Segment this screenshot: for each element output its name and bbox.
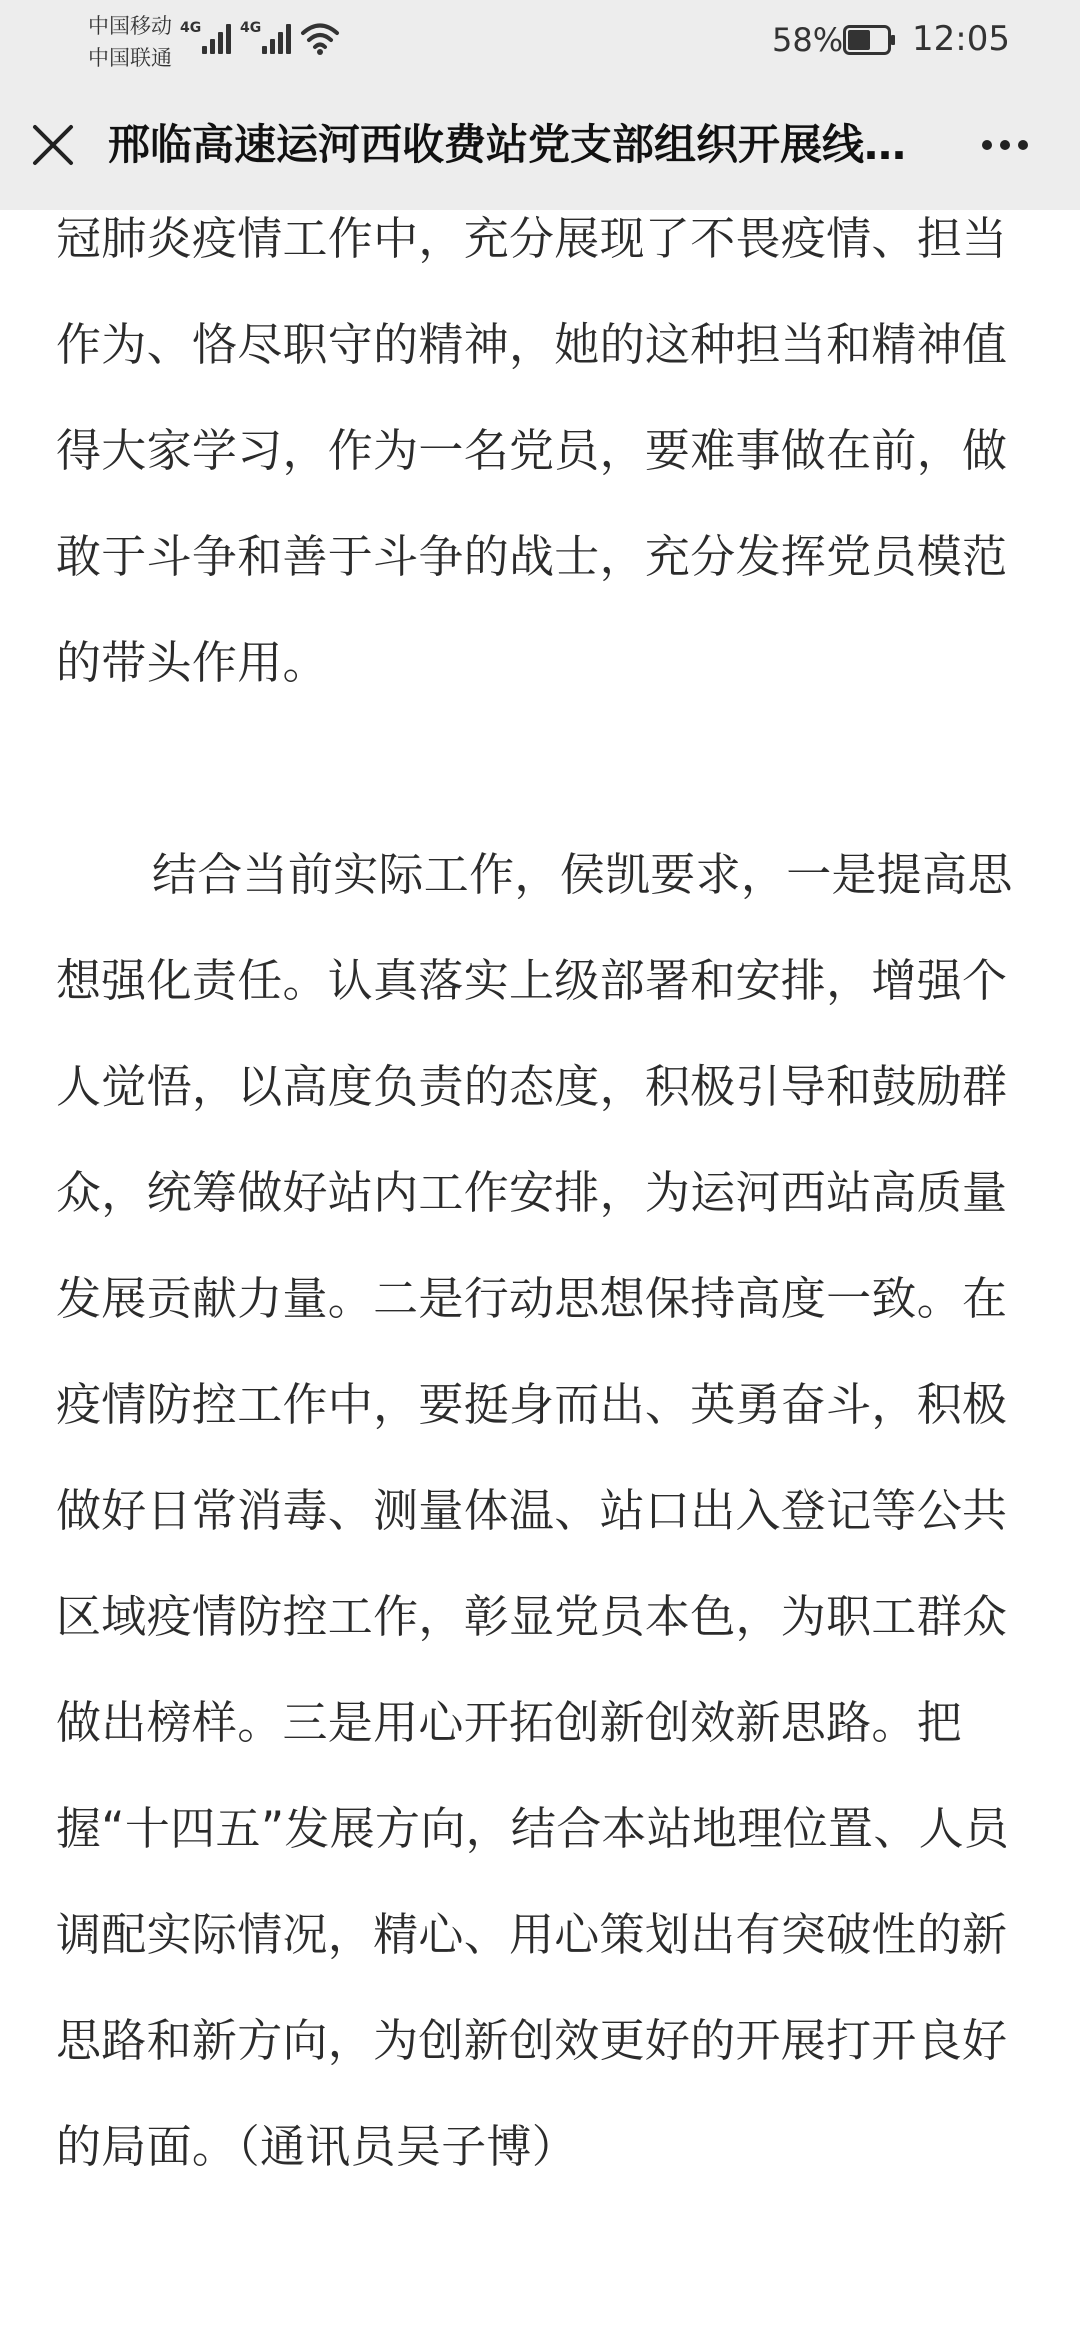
article-paragraph-2: 结合当前实际工作，侯凯要求，一是提高思想强化责任。认真落实上级部署和安排，增强个人觉悟，以高度负责的态度，积极引导和鼓励群众，统筹做好站内工作安排，为运河西站高质量发展贡献力量。二是行动思想保持高度一致。在疫情防控工作中，要挺身而出、英勇奋斗，积极做好日常消毒、测量体温、站口出入登记等公共区域疫情防控工作，彰显党员本色，为职工群众做出榜样。三是用心开拓创新创效新思路。把握“十四五”发展方向，结合本站地理位置、人员调配实际情况，精心、用心策划出有突破性的新思路和新方向，为创新创效更好的开展打开良好的局面。（通讯员吴子博）	[56, 848, 1013, 2173]
article-paragraph-1: 冠肺炎疫情工作中，充分展现了不畏疫情、担当作为、恪尽职守的精神，她的这种担当和精神值得大家学习，作为一名党员，要难事做在前，做敢于斗争和善于斗争的战士，充分发挥党员模范的带头作用。	[56, 212, 1008, 689]
paragraph-spacer	[56, 716, 1026, 822]
clock: 12:05	[912, 19, 1010, 59]
carrier-1-label: 中国移动	[88, 14, 172, 38]
carrier-2-label: 中国联通	[88, 46, 172, 70]
more-icon[interactable]	[978, 130, 1032, 160]
page-title: 邢临高速运河西收费站党支部组织开展线…	[108, 120, 907, 169]
battery-percent: 58%	[772, 21, 844, 59]
article-content	[56, 210, 1026, 2200]
signal-bars-icon	[262, 24, 294, 54]
article-body[interactable]	[0, 210, 1080, 2340]
battery-icon	[843, 25, 897, 55]
carrier-names	[88, 10, 172, 74]
signal-bars-icon	[202, 24, 234, 54]
status-bar	[0, 0, 1080, 80]
network-1-label: 4G	[180, 20, 202, 36]
close-icon[interactable]	[28, 120, 78, 170]
wifi-icon	[300, 20, 340, 56]
network-2-label: 4G	[240, 20, 262, 36]
title-bar	[0, 80, 1080, 210]
